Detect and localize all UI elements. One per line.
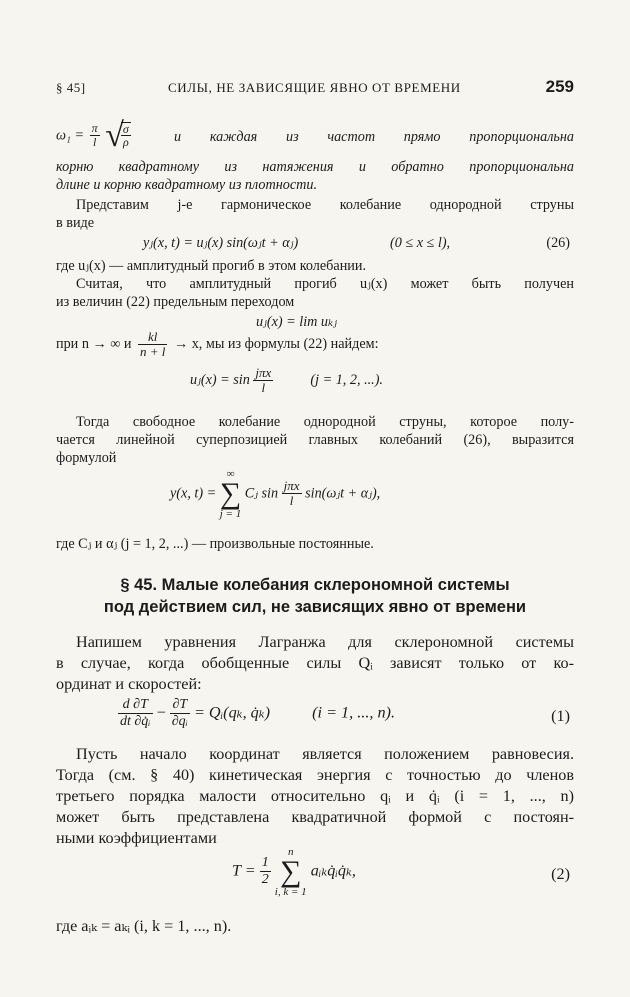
- lagrange-rhs: = Qᵢ(qₖ, q̇ₖ): [193, 703, 271, 722]
- dt-partial-numerator: d ∂T: [118, 698, 153, 714]
- partial-q-denominator: ∂qᵢ: [171, 713, 188, 729]
- jpix-numerator: jπx: [255, 365, 272, 380]
- sin-eq-condition: (j = 1, 2, ...).: [310, 372, 383, 389]
- summation-sign: [220, 468, 241, 520]
- kinetic-summation-sign: [275, 846, 307, 898]
- equation-26-condition: (0 ≤ x ≤ l),: [390, 235, 451, 251]
- equation-2-number: (2): [551, 865, 570, 883]
- kinetic-sigma-icon: ∑: [280, 855, 302, 888]
- kl-fraction: [138, 330, 167, 360]
- para1-line3: длине и корню квадратному из плотности.: [56, 177, 318, 193]
- dt-partial-fraction: [118, 698, 153, 730]
- jpix-denominator: l: [261, 379, 266, 395]
- para8-line3: третьего порядка малости относительно qᵢ и q̇ᵢ (i = 1, ..., n): [56, 787, 574, 805]
- para5-line1: Тогда свободное колебание однородной струны, которое полу-: [76, 414, 574, 430]
- kl-denominator: n + l: [140, 343, 166, 359]
- half-numerator: 1: [261, 855, 269, 871]
- para6-line1: где Cⱼ и αⱼ (j = 1, 2, ...) — произвольные постоянные.: [56, 536, 374, 552]
- sigma-icon: ∑: [219, 477, 242, 510]
- para5-line2: чается линейной суперпозицией главных колебаний (26), выразится: [56, 432, 574, 448]
- sum-equation: [170, 468, 380, 520]
- sum-upper-limit: ∞: [226, 468, 235, 480]
- para8-line4: может быть представлена квадратичной формой с постоян-: [56, 808, 574, 826]
- minus-sign: −: [156, 703, 166, 722]
- lagrange-equation: [118, 698, 395, 730]
- para4-line: [56, 330, 379, 360]
- para3-line3: из величин (22) предельным переходом: [56, 294, 295, 310]
- section-title-line2: под действием сил, не зависящих явно от времени: [103, 598, 527, 616]
- para7-line2: в случае, когда обобщенные силы Qᵢ зависят только от ко-: [56, 654, 574, 672]
- lagrange-condition: (i = 1, ..., n).: [312, 703, 395, 722]
- equation-26-number: (26): [546, 235, 570, 251]
- para9-line1: где aᵢₖ = aₖᵢ (i, k = 1, ..., n).: [56, 917, 232, 935]
- para8-line5: ными коэффициентами: [56, 829, 217, 847]
- partial-q-fraction: [170, 698, 190, 730]
- running-header: [56, 77, 574, 99]
- para5-line3: формулой: [56, 450, 117, 466]
- one-half-fraction: [260, 856, 271, 888]
- jpix-fraction: [253, 366, 273, 396]
- para2-line2: в виде: [56, 215, 95, 231]
- kl-numerator: kl: [138, 330, 167, 345]
- kinetic-sum-lower: i, k = 1: [274, 886, 307, 898]
- equation-26: yⱼ(x, t) = uⱼ(x) sin(ωⱼt + αⱼ): [143, 235, 299, 251]
- para2-line1: Представим j-е гармоническое колебание однородной струны: [76, 197, 574, 213]
- header-section-ref: § 45]: [56, 80, 86, 95]
- kinetic-lhs: T =: [232, 861, 256, 880]
- kinetic-sum-upper: n: [287, 846, 294, 858]
- pi-symbol: π: [91, 121, 98, 136]
- dt-partial-denominator: dt ∂q̇ᵢ: [120, 713, 151, 729]
- sum-term-2: sin(ωⱼt + αⱼ),: [305, 485, 381, 502]
- limit-equation: uⱼ(x) = lim uₖⱼ: [256, 314, 337, 330]
- sum-term-1: Cⱼ sin: [244, 485, 279, 502]
- pi-over-l: [90, 122, 100, 149]
- header-title: СИЛЫ, НЕ ЗАВИСЯЩИЕ ЯВНО ОТ ВРЕМЕНИ: [168, 80, 461, 95]
- sum-eq-lhs: y(x, t) =: [170, 485, 217, 502]
- partial-q-numerator: ∂T: [170, 698, 190, 714]
- l-symbol: l: [92, 134, 97, 149]
- para1-line1-rest: и каждая из частот прямо пропорциональна: [174, 129, 574, 145]
- rho-symbol: ρ: [122, 135, 129, 150]
- para8-line2: Тогда (см. § 40) кинетическая энергия с точностью до членов: [56, 766, 574, 784]
- sum-jpix-fraction: [282, 479, 302, 509]
- sin-equation: [190, 366, 383, 396]
- sqrt-sign: √: [105, 117, 124, 154]
- kinetic-energy-equation: [232, 846, 356, 898]
- para4-prefix: при n → ∞ и: [56, 336, 132, 353]
- kinetic-term: aᵢₖq̇ᵢq̇ₖ,: [310, 861, 356, 880]
- sin-eq-lhs: uⱼ(x) = sin: [190, 372, 250, 389]
- page-number: 259: [545, 77, 574, 96]
- omega-formula-line: [56, 117, 574, 154]
- para3-line2: Считая, что амплитудный прогиб uⱼ(x) может быть получен: [76, 276, 574, 292]
- section-title-line1: § 45. Малые колебания склерономной системы: [120, 576, 510, 594]
- sum-lower-limit: j = 1: [219, 508, 242, 520]
- para7-line3: ординат и скоростей:: [56, 675, 202, 693]
- sum-jpix-denominator: l: [289, 492, 294, 508]
- sigma-symbol: σ: [122, 121, 129, 136]
- para7-line1: Напишем уравнения Лагранжа для склерономной системы: [76, 633, 574, 651]
- sum-jpix-numerator: jπx: [283, 478, 300, 494]
- para1-line2: корню квадратному из натяжения и обратно пропорциональна: [56, 159, 574, 175]
- para3-line1: где uⱼ(x) — амплитудный прогиб в этом колебании.: [56, 258, 367, 274]
- para8-line1: Пусть начало координат является положением равновесия.: [76, 745, 574, 763]
- half-denominator: 2: [261, 871, 269, 887]
- para4-suffix: → x, мы из формулы (22) найдем:: [173, 336, 379, 353]
- sigma-over-rho: [121, 122, 131, 150]
- equation-1-number: (1): [551, 707, 570, 725]
- omega-lhs: ω₁ =: [56, 127, 85, 144]
